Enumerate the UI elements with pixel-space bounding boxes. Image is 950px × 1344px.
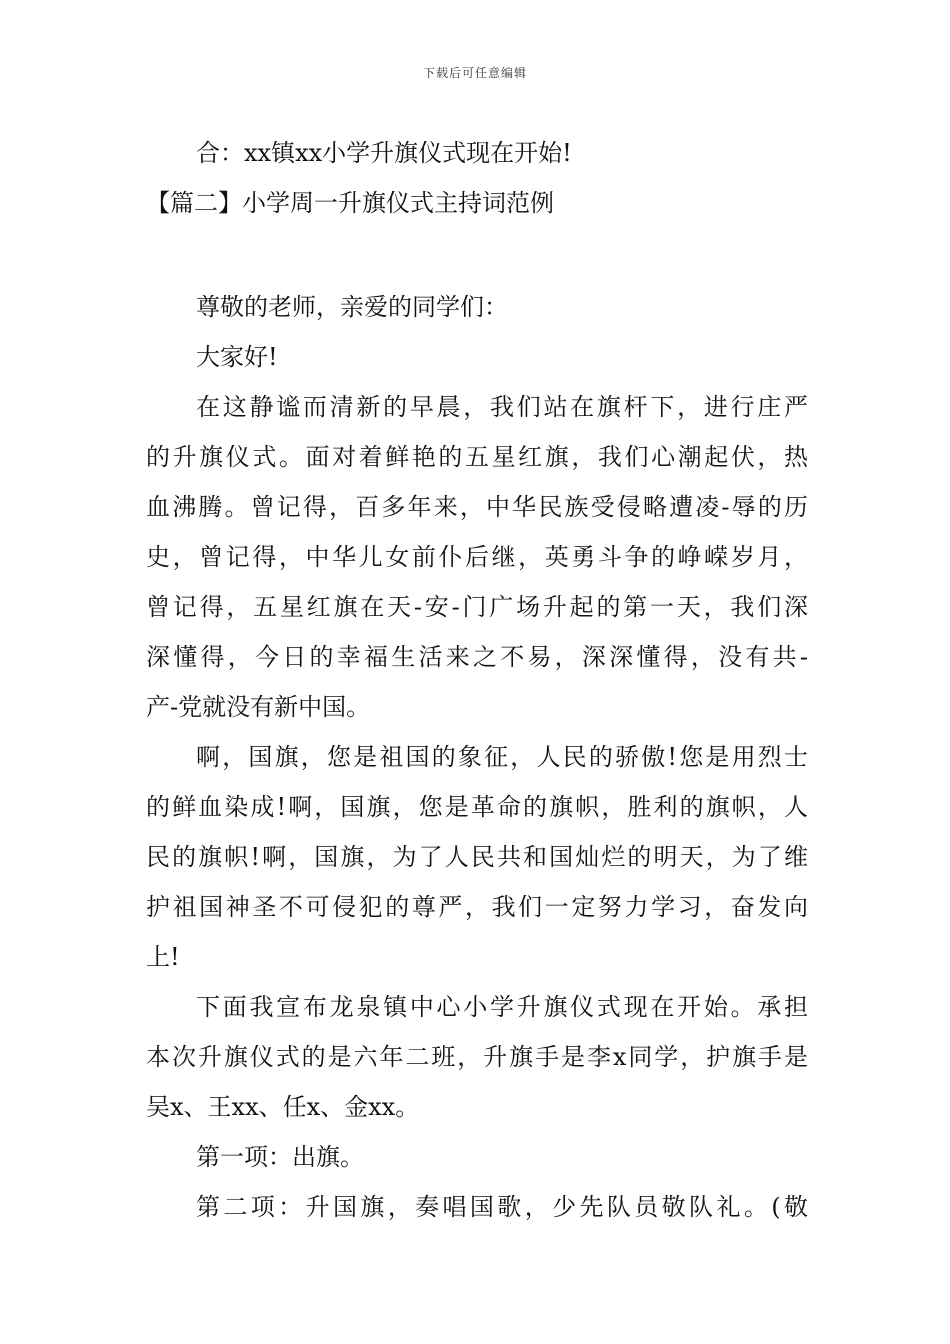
paragraph-line: 本次升旗仪式的是六年二班，升旗手是李x同学，护旗手是 <box>146 1043 808 1071</box>
agenda-item-2: 第二项：升国旗，奏唱国歌，少先队员敬队礼。(敬 <box>196 1193 808 1221</box>
agenda-item-2-block <box>146 1182 808 1232</box>
hello-line: 大家好! <box>196 343 278 371</box>
blank-gap <box>146 228 808 282</box>
paragraph-line: 产-党就没有新中国。 <box>146 693 371 721</box>
paragraph-line: 的升旗仪式。面对着鲜艳的五星红旗，我们心潮起伏，热 <box>146 443 808 471</box>
greeting-line: 尊敬的老师，亲爱的同学们： <box>196 293 508 321</box>
intro-line: 合：xx镇xx小学升旗仪式现在开始! <box>196 139 572 167</box>
paragraph-line: 深懂得，今日的幸福生活来之不易，深深懂得，没有共- <box>146 643 808 671</box>
paragraph-1 <box>146 382 808 732</box>
paragraph-line: 血沸腾。曾记得，百多年来，中华民族受侵略遭凌-辱的历 <box>146 493 808 521</box>
paragraph-line: 的鲜血染成!啊，国旗，您是革命的旗帜，胜利的旗帜，人 <box>146 793 808 821</box>
agenda-item-1: 第一项：出旗。 <box>196 1143 364 1171</box>
paragraph-3 <box>146 982 808 1132</box>
paragraph-line: 史，曾记得，中华儿女前仆后继，英勇斗争的峥嵘岁月， <box>146 543 808 571</box>
document-body <box>146 128 808 1232</box>
paragraph-line: 下面我宣布龙泉镇中心小学升旗仪式现在开始。承担 <box>196 993 808 1021</box>
paragraph-line: 吴x、王xx、任x、金xx。 <box>146 1093 420 1121</box>
paragraph-line: 上! <box>146 943 180 971</box>
paragraph-line: 啊，国旗，您是祖国的象征，人民的骄傲!您是用烈士 <box>196 743 808 771</box>
paragraph-line: 在这静谧而清新的早晨，我们站在旗杆下，进行庄严 <box>196 393 808 421</box>
paragraph-2 <box>146 732 808 982</box>
paragraph-line: 曾记得，五星红旗在天-安-门广场升起的第一天，我们深 <box>146 593 808 621</box>
section-title: 【篇二】小学周一升旗仪式主持词范例 <box>146 189 554 217</box>
page-header-note: 下载后可任意编辑 <box>422 66 527 80</box>
paragraph-line: 护祖国神圣不可侵犯的尊严，我们一定努力学习，奋发向 <box>146 893 808 921</box>
paragraph-line: 民的旗帜!啊，国旗，为了人民共和国灿烂的明天，为了维 <box>146 843 808 871</box>
